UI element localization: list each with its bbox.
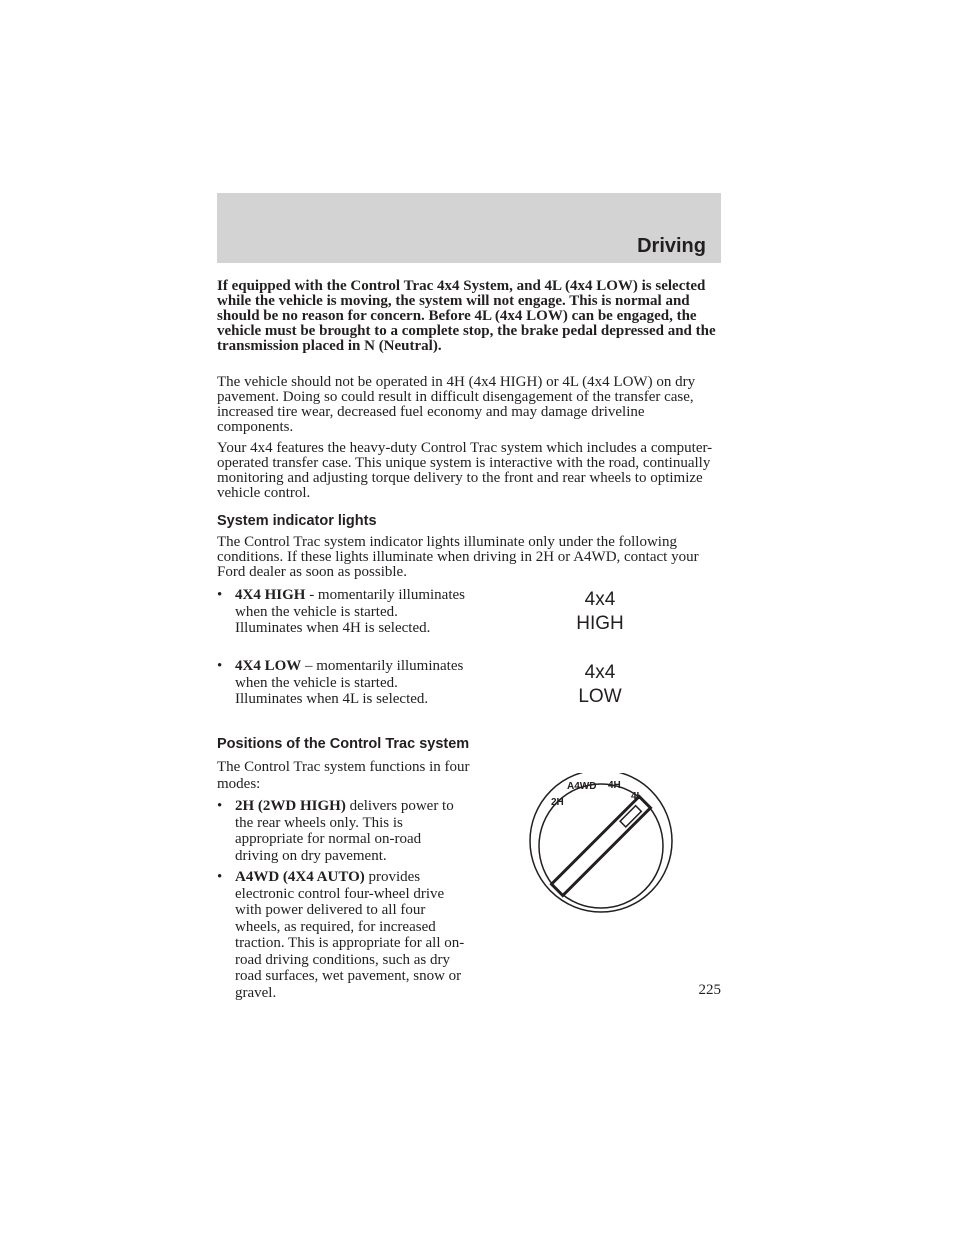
indicator-4x4-low-icon <box>560 661 640 709</box>
bullet-term: 4X4 LOW <box>235 658 302 674</box>
bullet-dot: • <box>217 587 223 603</box>
section-header <box>217 193 721 263</box>
transfer-case-dial-icon <box>525 773 677 915</box>
dial-label-4l: 4L <box>631 791 643 802</box>
bullet-dot: • <box>217 658 223 674</box>
bullet-term: A4WD (4X4 AUTO) <box>235 869 365 885</box>
dial-label-2h: 2H <box>551 797 564 808</box>
dial-label-4h: 4H <box>608 780 621 791</box>
positions-intro: The Control Trac system functions in four modes: <box>217 759 470 792</box>
indicator-line1: 4x4 <box>584 589 616 610</box>
section-title: Driving <box>637 235 706 257</box>
heading-indicator-lights: System indicator lights <box>217 513 377 529</box>
page-number: 225 <box>698 982 721 998</box>
indicator-4x4-high-icon <box>560 588 640 636</box>
bullet-term: 4X4 HIGH <box>235 587 306 603</box>
indicator-line2: LOW <box>578 686 622 707</box>
indicator-intro: The Control Trac system indicator lights illuminate only under the following conditions. If these lights illuminate when driving in 2H or A4WD, contact your Ford dealer as soon as possible. <box>217 534 699 580</box>
warning-text: If equipped with the Control Trac 4x4 System, and 4L (4x4 LOW) is selected while the vehicle is moving, the system will not engage. This is normal and should be no reason for concern. Before 4L (4x4 LOW) can be engaged, the vehicle must be brought to a complete stop, the brake pedal depressed and the transmission placed in N (Neutral). <box>217 278 716 354</box>
indicator-line1: 4x4 <box>584 662 616 683</box>
bullet-dot: • <box>217 869 223 885</box>
bullet-text: provides electronic control four-wheel drive with power delivered to all four wheels, as required, for increased traction. This is appropriate for all on-road driving conditions, such as dry road surfaces, wet pavement, snow or gravel. <box>235 869 465 1001</box>
bullet-text: – momentarily illuminates when the vehicle is started. Illuminates when 4L is selected. <box>235 658 464 707</box>
bullet-dot: • <box>217 798 223 814</box>
dial-label-a4wd: A4WD <box>567 781 597 792</box>
paragraph-pavement: The vehicle should not be operated in 4H (4x4 HIGH) or 4L (4x4 LOW) on dry pavement. Doing so could result in difficult disengagement of the transfer case, increased tire wear, decreased fuel economy and may damage driveline components. <box>217 374 696 435</box>
indicator-line2: HIGH <box>576 613 624 634</box>
bullet-term: 2H (2WD HIGH) <box>235 798 346 814</box>
paragraph-control-trac: Your 4x4 features the heavy-duty Control Trac system which includes a computer-operated transfer case. This unique system is interactive with the road, continually monitoring and adjusting torque delivery to the front and rear wheels to optimize vehicle control. <box>217 440 713 501</box>
bullet-text: delivers power to the rear wheels only. This is appropriate for normal on-road driving on dry pavement. <box>235 798 454 864</box>
bullet-text: - momentarily illuminates when the vehicle is started. Illuminates when 4H is selected. <box>235 587 465 636</box>
heading-positions: Positions of the Control Trac system <box>217 736 470 752</box>
